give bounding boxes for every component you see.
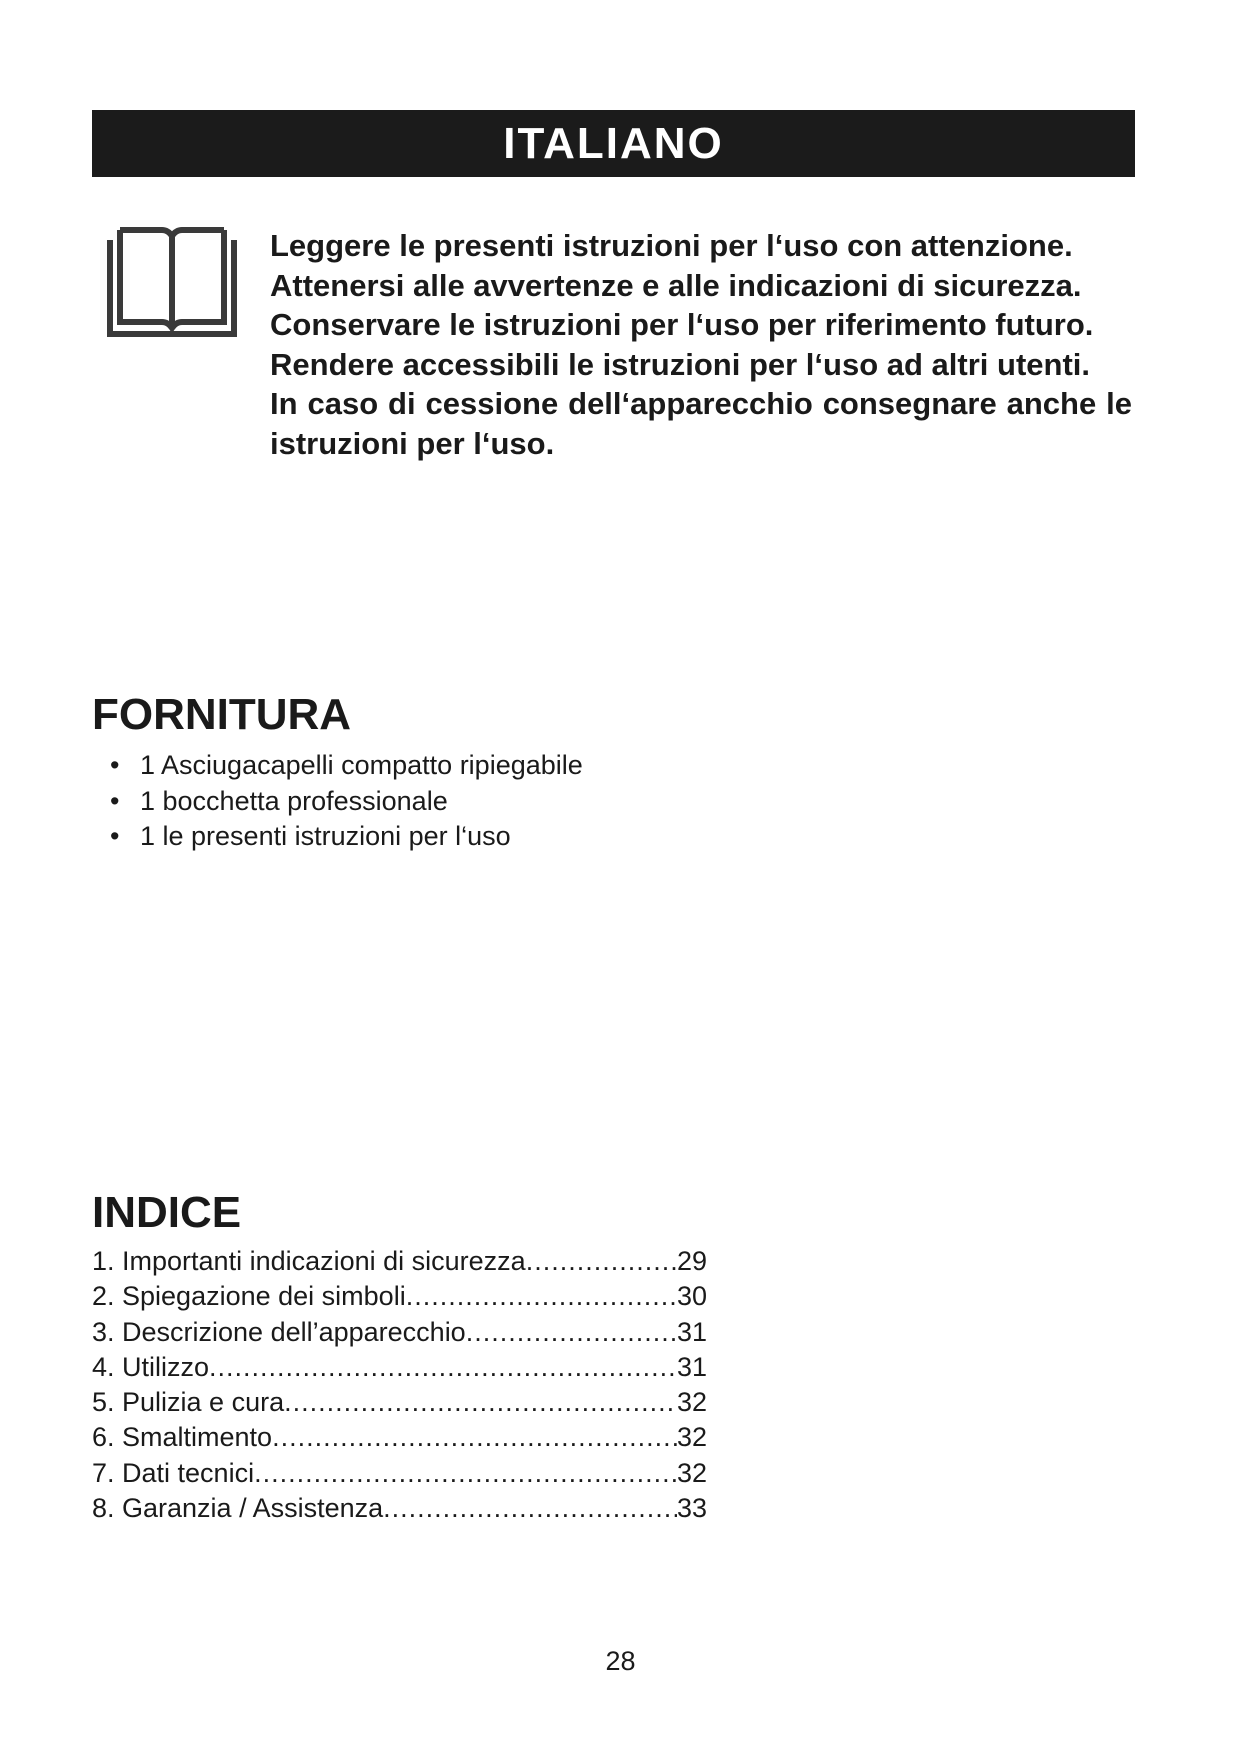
- toc-entry-page: 30: [676, 1281, 707, 1312]
- toc-entry-page: 32: [676, 1422, 707, 1453]
- bullet: •: [110, 785, 120, 816]
- intro-line: Rendere accessibili le istruzioni per l‘uso ad altri utenti.: [270, 346, 1091, 382]
- toc-leader-dots: [254, 1456, 677, 1491]
- toc-entry[interactable]: [92, 1456, 707, 1491]
- table-of-contents: [92, 1244, 707, 1526]
- toc-leader-dots: [406, 1279, 677, 1314]
- toc-entry[interactable]: [92, 1279, 707, 1314]
- list-item: [110, 819, 583, 855]
- toc-leader-dots: [284, 1385, 677, 1420]
- page-number: 28: [605, 1646, 636, 1676]
- toc-entry-label: 8. Garanzia / Assistenza: [92, 1493, 384, 1524]
- bullet: •: [110, 821, 120, 851]
- toc-entry-page: 32: [676, 1457, 707, 1488]
- toc-entry-label: 7. Dati tecnici: [92, 1457, 255, 1488]
- toc-entry[interactable]: [92, 1491, 707, 1526]
- language-banner: [92, 110, 1135, 177]
- index-title: INDICE: [92, 1188, 242, 1237]
- list-item-text: 1 le presenti istruzioni per l‘uso: [140, 821, 511, 851]
- toc-entry[interactable]: [92, 1315, 707, 1350]
- intro-text: [270, 226, 1132, 463]
- list-item-text: 1 Asciugacapelli compatto ripiegabile: [140, 750, 583, 780]
- toc-entry-page: 29: [676, 1246, 707, 1276]
- language-title: ITALIANO: [503, 118, 724, 168]
- toc-entry-label: 4. Utilizzo: [92, 1351, 210, 1382]
- toc-entry[interactable]: [92, 1385, 707, 1420]
- toc-entry-page: 33: [676, 1493, 707, 1524]
- toc-leader-dots: [526, 1244, 677, 1279]
- intro-line: Conservare le istruzioni per l‘uso per riferimento futuro.: [270, 307, 1094, 342]
- list-item-text: 1 bocchetta professionale: [140, 785, 448, 816]
- list-item: [110, 784, 583, 820]
- toc-entry-label: 5. Pulizia e cura: [92, 1387, 285, 1418]
- intro-line: Attenersi alle avvertenze e alle indicazioni di sicurezza.: [270, 267, 1082, 303]
- supply-title: FORNITURA: [92, 690, 352, 739]
- toc-entry-label: 6. Smaltimento: [92, 1422, 273, 1453]
- toc-entry[interactable]: [92, 1350, 707, 1385]
- manual-book-icon: [102, 222, 242, 342]
- toc-entry[interactable]: [92, 1244, 707, 1279]
- intro-line: Leggere le presenti istruzioni per l‘uso con attenzione.: [270, 228, 1073, 263]
- toc-entry[interactable]: [92, 1420, 707, 1455]
- toc-entry-label: 2. Spiegazione dei simboli: [92, 1281, 406, 1312]
- toc-entry-label: 1. Importanti indicazioni di sicurezza: [92, 1246, 526, 1276]
- toc-entry-label: 3. Descrizione dell’apparecchio: [92, 1316, 466, 1347]
- supply-list: [110, 748, 583, 855]
- toc-leader-dots: [272, 1420, 677, 1455]
- toc-leader-dots: [209, 1350, 677, 1385]
- list-item: [110, 748, 583, 784]
- toc-entry-page: 32: [676, 1387, 707, 1418]
- toc-leader-dots: [383, 1491, 677, 1526]
- toc-entry-page: 31: [676, 1316, 707, 1347]
- toc-entry-page: 31: [676, 1351, 707, 1382]
- toc-leader-dots: [466, 1315, 677, 1350]
- bullet: •: [110, 750, 120, 780]
- intro-line: In caso di cessione dell‘apparecchio consegnare anche le istruzioni per l‘uso.: [270, 386, 1132, 461]
